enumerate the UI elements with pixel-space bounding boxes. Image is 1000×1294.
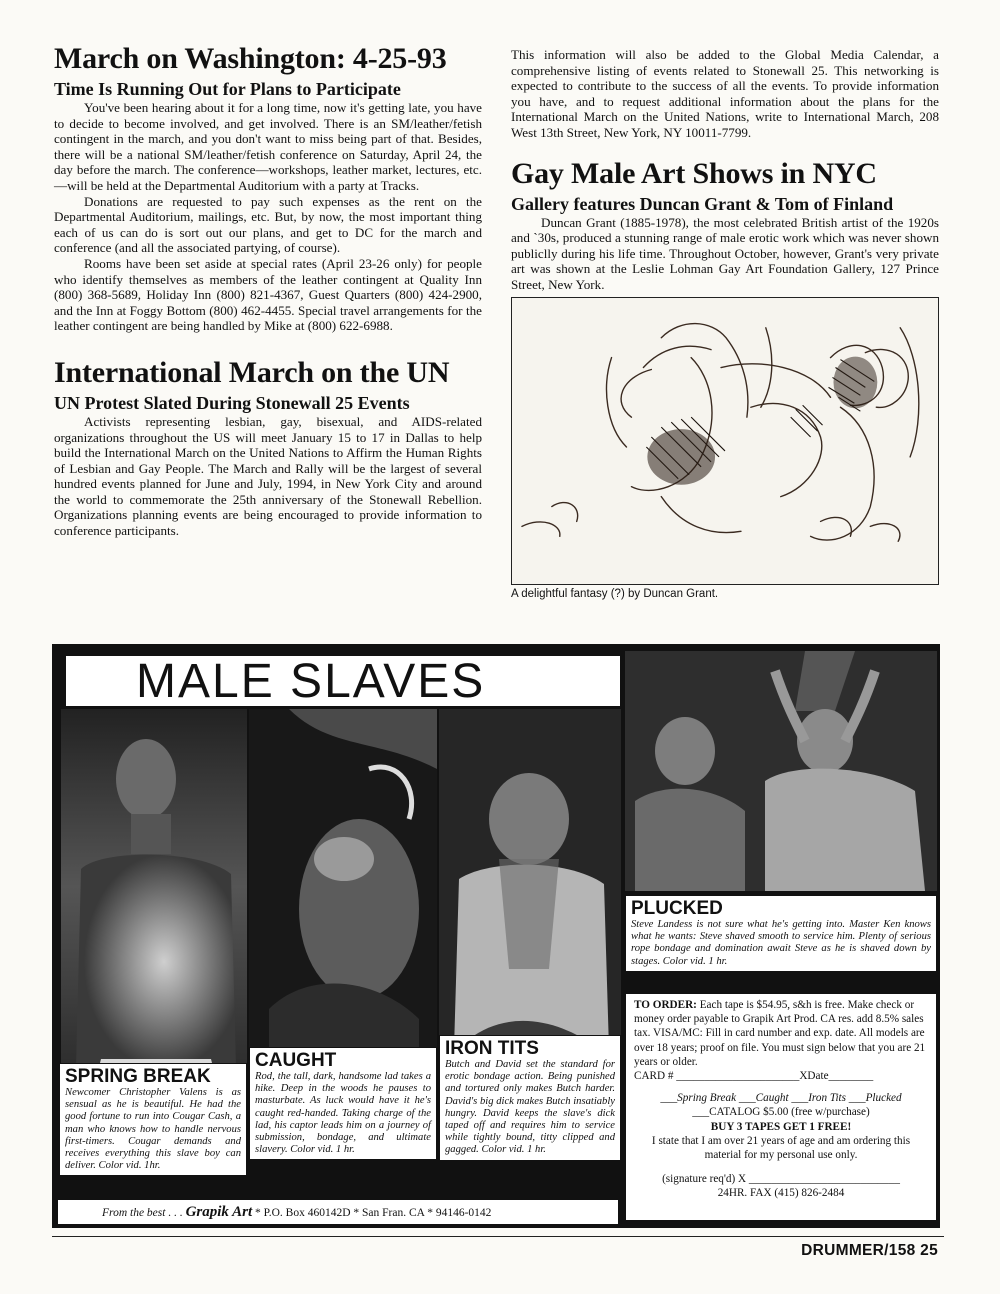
plucked-photo bbox=[625, 651, 937, 891]
order-form bbox=[625, 993, 937, 1221]
iron-tits-box bbox=[439, 1035, 621, 1161]
card-number-field[interactable]: CARD # ______________________XDate________ bbox=[634, 1070, 874, 1083]
iron-tits-title: IRON TITS bbox=[445, 1038, 539, 1059]
caught-box bbox=[249, 1047, 437, 1160]
mailing-address: * P.O. Box 460142D * San Fran. CA * 94146-0142 bbox=[255, 1207, 492, 1219]
article-continuation: This information will also be added to the Global Media Calendar, a comprehensive listing of events related to Stonewall 25. This networking is expected to contribute to the success of all the events. To provide information you have, and to request additional information about the plans for the International March on the United Nations, write to International March, 208 West 13th Street, New York, NY 10011-7799. bbox=[511, 47, 939, 140]
art-shows-deck: Gallery features Duncan Grant & Tom of Finland bbox=[511, 193, 894, 214]
caught-title: CAUGHT bbox=[255, 1050, 337, 1071]
brand-name: Grapik Art bbox=[185, 1204, 253, 1220]
article-paragraph: Rooms have been set aside at special rates (April 23-26 only) for people who identify themselves as members of the leather contingent at Quality Inn (800) 368-5689, Holiday Inn (800) 821-4367, Guest Quarters (800) 424-2900, and the Inn at Foggy Bottom (800) 462-4455. Special travel arrangements for the leather contingent are being handled by Mike at (800) 622-6988. bbox=[54, 255, 482, 334]
plucked-box bbox=[625, 895, 937, 972]
page-number: DRUMMER/158 25 bbox=[801, 1242, 938, 1259]
page-footer-rule bbox=[52, 1236, 944, 1237]
ad-title: MALE SLAVES bbox=[65, 655, 621, 707]
article-paragraph: Activists representing lesbian, gay, bisexual, and AIDS-related organizations throughout the US will meet January 15 to 17 in Dallas to help build the International March on the United Nations to Affirm the Human Rights of Lesbian and Gay People. The March and Rally will be the largest of several hundred events planned for June and July, 1994, in New York City and around the world to commemorate the 25th anniversary of the Stonewall Rebellion. Organizations planning events are being encouraged to provide information to conference participants. bbox=[54, 413, 482, 539]
plucked-desc: Steve Landess is not sure what he's getting into. Master Ken knows what he wants: Steve shaved smooth to service him. Plenty of serious rope bondage and domination await Steve as he is shaved down by stages. Color vid. 1 hr. bbox=[631, 919, 931, 967]
catalog-checkbox[interactable]: ___CATALOG $5.00 (free w/purchase) bbox=[692, 1106, 870, 1119]
ad-footer bbox=[57, 1199, 619, 1225]
order-text: Each tape is $54.95, s&h is free. Make check or money order payable to Grapik Art Prod. CA res. add 8.5% sales tax. VISA/MC: Fill in card number and exp. date. All models are over 18 years; proof on file. You must sign below that you are 21 years or older. bbox=[634, 999, 926, 1068]
article-paragraph: You've been hearing about it for a long time, now it's getting late, you have to decide to become involved, and get involved. There is an SM/leather/fetish contingent in the march, and you don't want to miss being part of that. Besides, there will be a national SM/leather/fetish conference on Saturday, April 24, the day before the march. The conference—workshops, leather market, lectures, etc.—will be held at the Departmental Auditorium with a party at Tracks. bbox=[54, 100, 482, 193]
march-washington-deck: Time Is Running Out for Plans to Participate bbox=[54, 79, 401, 99]
fax-number: 24HR. FAX (415) 826-2484 bbox=[717, 1187, 845, 1200]
march-un-deck: UN Protest Slated During Stonewall 25 Events bbox=[54, 392, 410, 413]
footer-lead: From the best . . . bbox=[102, 1207, 183, 1219]
iron-tits-desc: Butch and David set the standard for erotic bondage action. Being punished and tortured only makes Butch harder. David's big dick makes Butch insatiably hungry. David keeps the slave's dick taped off and requires him to service while tightly bound, titty clipped and gagged. Color vid. 1 hr. bbox=[445, 1059, 615, 1156]
order-instructions bbox=[634, 998, 928, 1069]
plucked-title: PLUCKED bbox=[631, 898, 723, 919]
right-column bbox=[511, 47, 939, 600]
age-attestation: I state that I am over 21 years of age and am ordering this material for my personal use only. bbox=[651, 1134, 911, 1162]
art-shows-headline: Gay Male Art Shows in NYC bbox=[511, 156, 877, 190]
order-label: TO ORDER: bbox=[634, 999, 697, 1011]
left-column bbox=[54, 42, 482, 539]
signature-field[interactable]: (signature req'd) X ___________________________ bbox=[662, 1173, 900, 1186]
tape-checklist[interactable]: ___Spring Break ___Caught ___Iron Tits ___Plucked bbox=[660, 1092, 902, 1105]
spring-break-box bbox=[59, 1063, 247, 1176]
promo-text: BUY 3 TAPES GET 1 FREE! bbox=[710, 1120, 852, 1133]
article-paragraph: Duncan Grant (1885-1978), the most celebrated British artist of the 1920s and `30s, produced a stunning range of male erotic work which was never shown publiclly during his life time. Throughout October, however, Grant's very private art was shown at the Leslie Lohman Gay Art Foundation Gallery, 127 Prince Street, New York. bbox=[511, 214, 939, 292]
duncan-grant-drawing bbox=[511, 297, 939, 585]
spring-break-title: SPRING BREAK bbox=[65, 1066, 211, 1087]
drawing-caption: A delightful fantasy (?) by Duncan Grant. bbox=[511, 587, 719, 600]
article-paragraph: Donations are requested to pay such expenses as the rent on the Departmental Auditorium, mailings, etc. But, by now, the most important thing each of us can do is sort out our plans, and get to DC for the march and conference (and all the associated partying, of course). bbox=[54, 193, 482, 256]
march-washington-headline: March on Washington: 4-25-93 bbox=[54, 42, 447, 75]
march-un-headline: International March on the UN bbox=[54, 355, 450, 389]
caught-desc: Rod, the tall, dark, handsome lad takes a hike. Deep in the woods he pauses to masturbate. As luck would have it he's caught red-handed. Taking charge of the lad, his captor leads him on a journey of submission, bondage, and ultimate slavery. Color vid. 1 hr. bbox=[255, 1071, 431, 1156]
spring-break-desc: Newcomer Christopher Valens is as sensual as he is beautiful. He had the good fortune to run into Cougar Cash, a man who knows how to handle nervous first-timers. Cougar demands and receives everything this slave boy can deliver. Color vid. 1hr. bbox=[65, 1087, 241, 1172]
male-slaves-ad bbox=[52, 644, 940, 1228]
